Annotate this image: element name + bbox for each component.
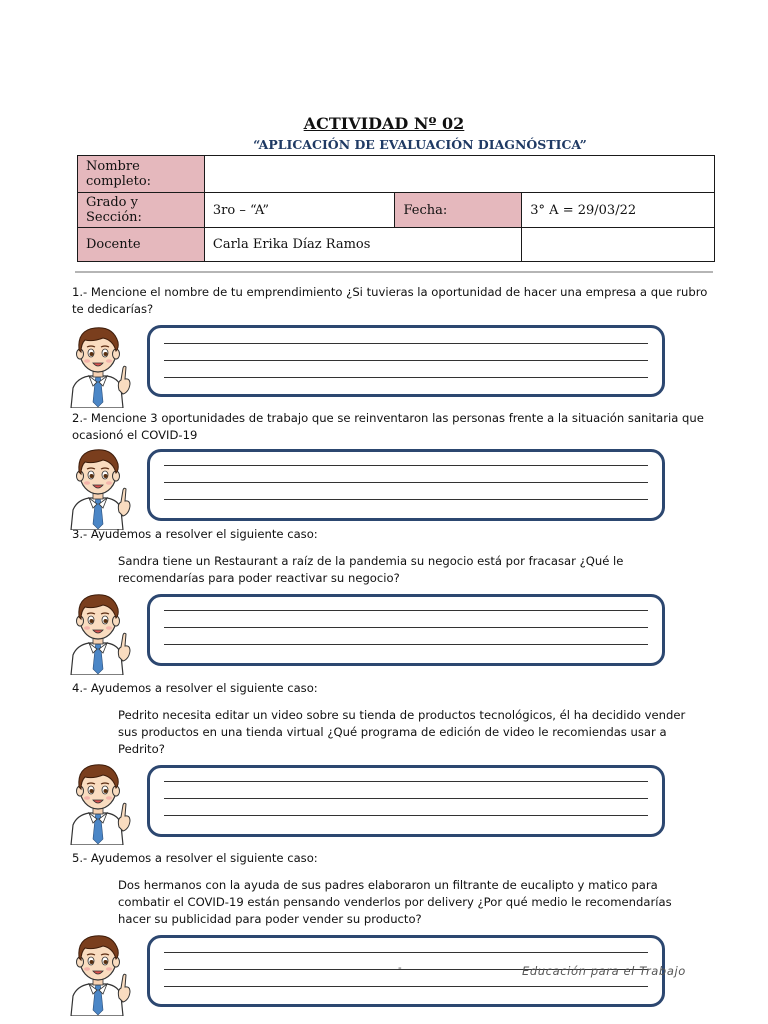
case-3: Sandra tiene un Restaurant a raíz de la pandemia su negocio está por fracasar ¿Qué le recomendarías para poder reactivar su negocio?	[118, 554, 624, 585]
grado-value[interactable]: 3ro – “A”	[204, 193, 395, 228]
answer-box-4[interactable]	[147, 765, 665, 837]
divider	[75, 271, 713, 273]
answer-box-1[interactable]	[147, 325, 665, 397]
nombre-label: Nombre completo:	[78, 156, 205, 193]
footer-text: Educación para el Trabajo	[522, 964, 686, 978]
boy-pointing-icon	[63, 926, 133, 1016]
case-4: Pedrito necesita editar un video sobre su tienda de productos tecnológicos, él ha decidido vender sus productos en una tienda virtual ¿Qué programa de edición de video le recomiendas usar a Pedrito?	[118, 708, 686, 756]
question-2: 2.- Mencione 3 oportunidades de trabajo que se reinventaron las personas frente a la situación sanitaria que ocasionó el COVID-19	[72, 411, 704, 442]
boy-pointing-icon	[63, 440, 133, 530]
question-4: 4.- Ayudemos a resolver el siguiente caso:	[72, 681, 318, 695]
fecha-label: Fecha:	[395, 193, 522, 228]
activity-subtitle: “APLICACIÓN DE EVALUACIÓN DIAGNÓSTICA”	[253, 137, 587, 152]
docente-label: Docente	[78, 228, 205, 262]
boy-pointing-icon	[63, 755, 133, 845]
activity-title: ACTIVIDAD Nº 02	[303, 114, 465, 133]
fecha-value[interactable]: 3° A = 29/03/22	[522, 193, 715, 228]
question-5: 5.- Ayudemos a resolver el siguiente caso:	[72, 851, 318, 865]
question-1: 1.- Mencione el nombre de tu emprendimiento ¿Si tuvieras la oportunidad de hacer una empresa a que rubro te dedicarías?	[72, 285, 708, 316]
answer-box-3[interactable]	[147, 594, 665, 666]
grado-label: Grado y Sección:	[78, 193, 205, 228]
nombre-value[interactable]	[204, 156, 714, 193]
answer-box-2[interactable]	[147, 449, 665, 521]
question-3: 3.- Ayudemos a resolver el siguiente caso:	[72, 527, 318, 541]
docente-value[interactable]: Carla Erika Díaz Ramos	[204, 228, 521, 262]
boy-pointing-icon	[63, 585, 133, 675]
extra-cell[interactable]	[522, 228, 715, 262]
student-info-table	[77, 155, 715, 262]
case-5: Dos hermanos con la ayuda de sus padres elaboraron un filtrante de eucalipto y matico para combatir el COVID-19 están pensando venderlos por delivery ¿Por qué medio le recomendarías hacer su publicidad para poder vender su producto?	[118, 878, 672, 926]
footer-dash: -	[398, 962, 402, 974]
boy-pointing-icon	[63, 318, 133, 408]
